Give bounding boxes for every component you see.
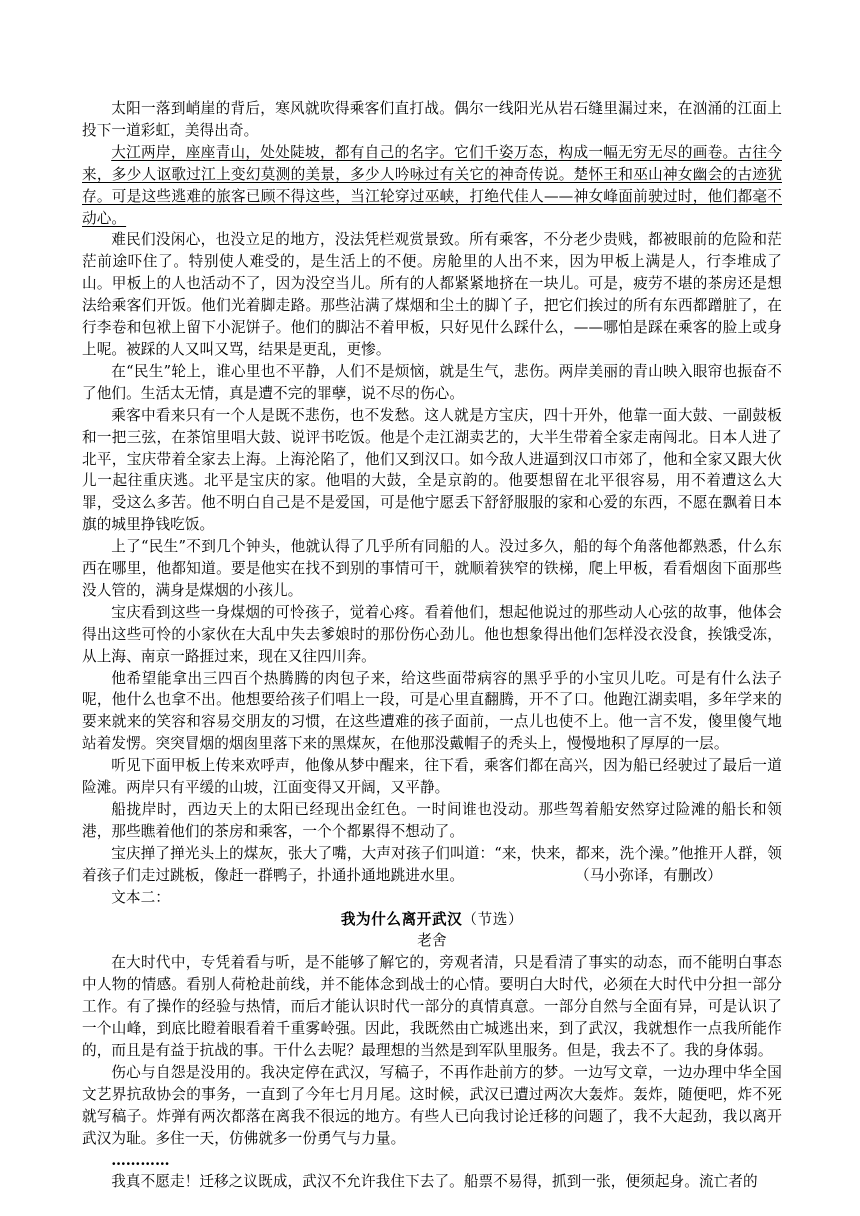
- article-title: [82, 909, 782, 931]
- text1-paragraph-6: 上了“民生”不到几个钟头，他就认得了几乎所有同船的人。没过多久，船的每个角落他都熟悉，什么东西在哪里，他都知道。要是他实在找不到别的事情可干，就顺着狭窄的铁梯，爬上甲板，看看烟囱下面那些没人管的，满身是煤烟的小孩儿。: [82, 538, 782, 599]
- text1-section: [82, 98, 782, 887]
- text1-paragraph-8: 他希望能拿出三四百个热腾腾的肉包子来，给这些面带病容的黑乎乎的小宝贝儿吃。可是有什么法子呢，他什么也拿不出。他想要给孩子们唱上一段，可是心里直翻腾，开不了口。他跑江湖卖唱，多年学来的要来就来的笑容和容易交朋友的习惯，在这些遭难的孩子面前，一点儿也使不上。他一言不发，傻里傻气地站着发愣。突突冒烟的烟囱里落下来的黑煤灰，在他那没戴帽子的秃头上，慢慢地积了厚厚的一层。: [82, 669, 782, 753]
- text1-paragraph-9: 听见下面甲板上传来欢呼声，他像从梦中醒来，往下看，乘客们都在高兴，因为船已经驶过了最后一道险滩。两岸只有平缓的山坡，江面变得又开阔，又平静。: [82, 757, 782, 797]
- text1-paragraph-11: [82, 843, 782, 887]
- text2-section: [82, 887, 782, 1194]
- title-note: （节选）: [462, 910, 524, 928]
- text2-paragraph-1: 在大时代中，专凭着看与听，是不能够了解它的，旁观者清，只是看清了事实的动态，而不能明白事态中人物的情感。看别人荷枪赴前线，并不能体念到战士的心情。要明白大时代，必须在大时代中分担一部分工作。有了操作的经验与热情，而后才能认识时代一部分的真情真意。一部分自然与全面有异，可是认识了一个山峰，到底比瞪着眼看着千重雾岭强。因此，我既然由亡城逃出来，到了武汉，我就想作一点我所能作的，而且是有益于抗战的事。干什么去呢？最理想的当然是到军队里服务。但是，我去不了。我的身体弱。: [82, 954, 782, 1059]
- text1-paragraph-2-underlined: [82, 142, 782, 230]
- underlined-text: 大江两岸，座座青山，处处陡坡，都有自己的名字。它们千姿万态，构成一幅无穷无尽的画卷。古往今来，多少人讴歌过江上变幻莫测的美景，多少人吟咏过有关它的神奇传说。楚怀王和巫山神女幽会的古迹犹存。可是这些逃难的旅客已顾不得这些，当江轮穿过巫峡，打绝代佳人——神女峰面前驶过时，他们都毫不动心。: [82, 143, 782, 227]
- text1-paragraph-1: 太阳一落到峭崖的背后，寒风就吹得乘客们直打战。偶尔一线阳光从岩石缝里漏过来，在汹涌的江面上投下一道彩虹，美得出奇。: [82, 100, 782, 139]
- text2-label: 文本二：: [111, 888, 170, 906]
- text1-paragraph-10: 船拢岸时，西边天上的太阳已经现出金红色。一时间谁也没动。那些驾着船安然穿过险滩的船长和领港，那些瞧着他们的茶房和乘客，一个个都累得不想动了。: [82, 801, 782, 840]
- title-text: 我为什么离开武汉: [340, 910, 463, 928]
- document-page: [82, 98, 782, 1193]
- text1-paragraph-4: 在“民生”轮上，谁心里也不平静，人们不是烦恼，就是生气，悲伤。两岸美丽的青山映入眼帘也振奋不了他们。生活太无情，真是遭不完的罪孽，说不尽的伤心。: [82, 362, 782, 402]
- article-author: 老舍: [417, 932, 447, 950]
- text2-paragraph-2: 伤心与自怨是没用的。我决定停在武汉，写稿子，不再作赴前方的梦。一边写文章，一边办理中华全国文艺界抗敌协会的事务，一直到了今年七月月尾。这时候，武汉已遭过两次大轰炸。轰炸，随便吧，炸不死就写稿子。炸弹有两次都落在离我不很远的地方。有些人已向我讨论迁移的问题了，我不大起劲，我以离开武汉为耻。多住一天，仿佛就多一份勇气与力量。: [82, 1063, 782, 1147]
- omission-ellipsis: …………: [111, 1151, 170, 1169]
- text1-paragraph-3: 难民们没闲心，也没立足的地方，没法凭栏观赏景致。所有乘客，不分老少贵贱，都被眼前的危险和茫茫前途吓住了。特别使人难受的，是生活上的不便。房舱里的人出不来，因为甲板上满是人，行李堆成了山。甲板上的人也活动不了，因为没空当儿。所有的人都紧紧地挤在一块儿。可是，疲劳不堪的茶房还是想法给乘客们开饭。他们光着脚走路。那些沾满了煤烟和尘土的脚丫子，把它们挨过的所有东西都蹭脏了，在行李卷和包袱上留下小泥饼子。他们的脚沾不着甲板，只好见什么踩什么，——哪怕是踩在乘客的脸上或身上呢。被踩的人又叫又骂，结果是更乱，更惨。: [82, 231, 782, 358]
- text1-paragraph-5: 乘客中看来只有一个人是既不悲伤，也不发愁。这人就是方宝庆，四十开外，他靠一面大鼓、一副鼓板和一把三弦，在茶馆里唱大鼓、说评书吃饭。他是个走江湖卖艺的，大半生带着全家走南闯北。日本人进了北平，宝庆带着全家去上海。上海沦陷了，他们又到汉口。如今敌人进逼到汉口市郊了，他和全家又跟大伙儿一起往重庆逃。北平是宝庆的家。他唱的大鼓，全是京韵的。他要想留在北平很容易，用不着遭这么大罪，受这么多苦。他不明白自己是不是爱国，可是他宁愿丢下舒舒服服的家和心爱的东西，不愿在飘着日本旗的城里挣钱吃饭。: [82, 406, 782, 534]
- text1-paragraph-7: 宝庆看到这些一身煤烟的可怜孩子，觉着心疼。看着他们，想起他说过的那些动人心弦的故事，他体会得出这些可怜的小家伙在大乱中失去爹娘时的那份伤心劲儿。他也想象得出他们怎样没衣没食，挨饿受冻，从上海、南京一路捱过来，现在又往四川奔。: [82, 603, 782, 665]
- text2-last-paragraph: 我真不愿走！迁移之议既成，武汉不允许我住下去了。船票不易得，抓到一张，便须起身。流亡者的: [111, 1173, 758, 1191]
- source-note: （马小弥译，有删改）: [575, 866, 722, 884]
- paragraph-text: 宝庆掸了掸光头上的煤灰，张大了嘴，大声对孩子们叫道：“来，快来，都来，洗个澡。”他推开人群，领着孩子们走过跳板，像赶一群鸭子，扑通扑通地跳进水里。: [82, 844, 782, 884]
